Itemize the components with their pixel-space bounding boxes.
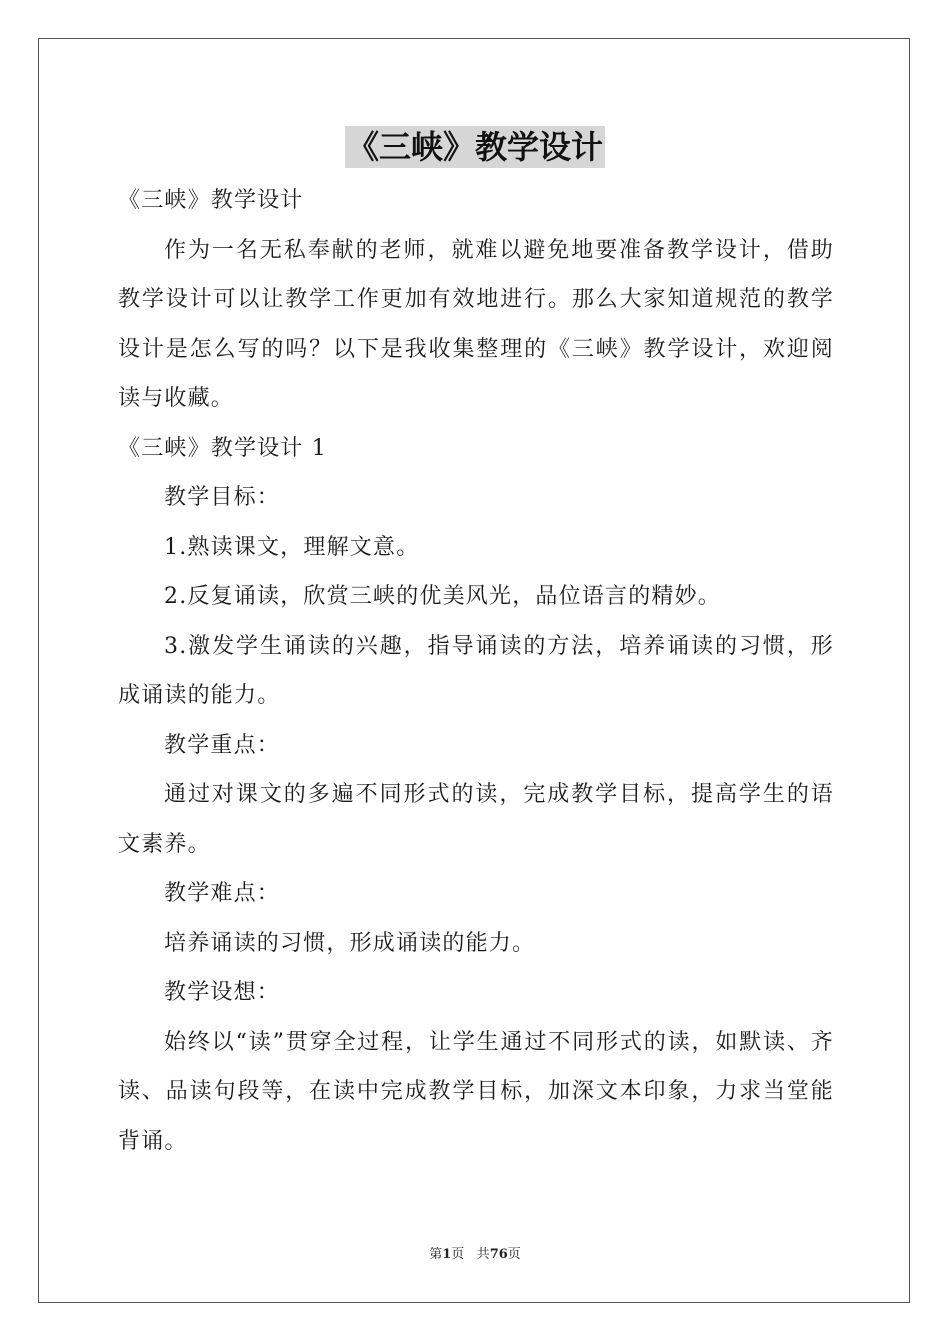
key-points-heading: 教学重点： bbox=[164, 732, 281, 758]
subtitle-paragraph: 《三峡》教学设计 bbox=[118, 188, 304, 213]
plan-heading: 教学设想： bbox=[164, 980, 281, 1005]
difficulties-paragraph: 培养诵读的习惯，形成诵读的能力。 bbox=[164, 930, 536, 956]
section-heading: 《三峡》教学设计 1 bbox=[118, 435, 327, 461]
objectives-heading: 教学目标： bbox=[164, 485, 281, 510]
total-suffix: 页 bbox=[507, 1247, 521, 1262]
document-title: 《三峡》教学设计 bbox=[346, 128, 603, 166]
objective-item-3: 3.激发学生诵读的兴趣，指导诵读的方法，培养诵读的习惯，形成诵读的能力。 bbox=[118, 633, 834, 708]
intro-paragraph: 作为一名无私奉献的老师，就难以避免地要准备教学设计，借助教学设计可以让教学工作更加有效地进行。那么大家知道规范的教学设计是怎么写的吗？以下是我收集整理的《三峡》教学设计，欢迎阅读与收藏。 bbox=[118, 237, 834, 411]
plan-paragraph: 始终以“读”贯穿全过程，让学生通过不同形式的读，如默读、齐读、品读句段等，在读中完成教学目标，加深文本印象，力求当堂能背诵。 bbox=[118, 1029, 834, 1154]
title-container bbox=[0, 126, 950, 168]
page-suffix: 页 bbox=[451, 1247, 465, 1262]
total-pages: 76 bbox=[489, 1247, 508, 1262]
total-prefix: 共 bbox=[476, 1247, 490, 1262]
document-body bbox=[118, 176, 834, 1166]
page-prefix: 第 bbox=[429, 1247, 443, 1262]
key-points-paragraph: 通过对课文的多遍不同形式的读，完成教学目标，提高学生的语文素养。 bbox=[118, 782, 834, 857]
objective-item-1: 1.熟读课文，理解文意。 bbox=[164, 534, 420, 560]
page-number: 1 bbox=[442, 1247, 452, 1262]
page-footer bbox=[0, 1246, 950, 1264]
objective-item-2: 2.反复诵读，欣赏三峡的优美风光，品位语言的精妙。 bbox=[164, 584, 721, 609]
difficulties-heading: 教学难点： bbox=[164, 881, 281, 906]
